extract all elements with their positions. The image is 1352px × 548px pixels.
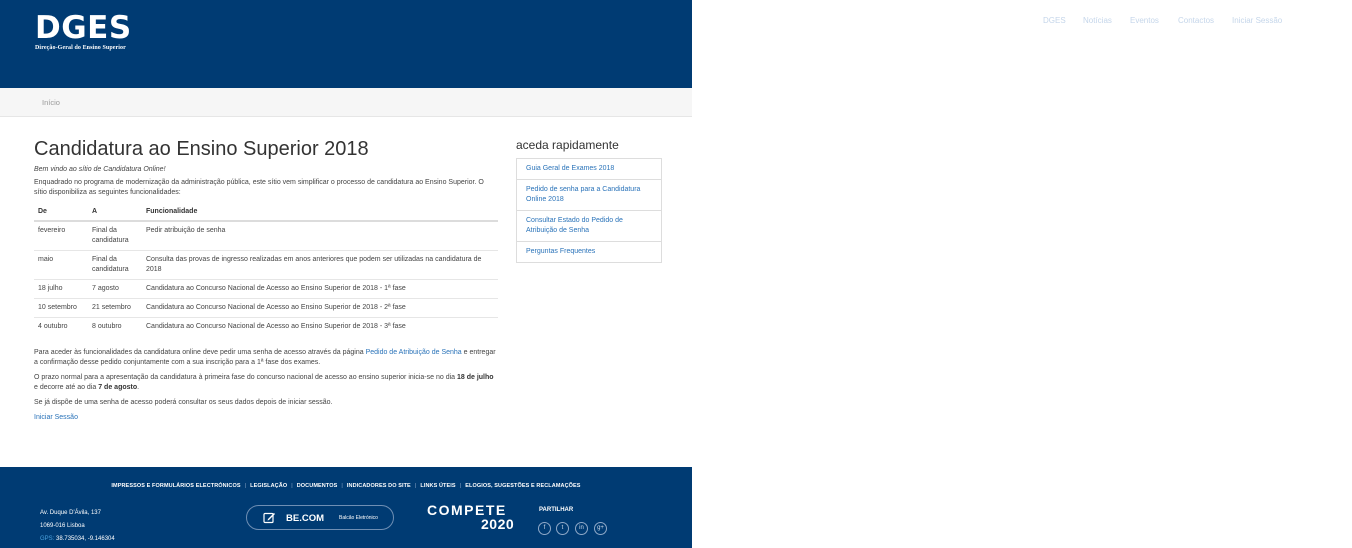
password-request-link[interactable]: Pedido de Atribuição de Senha bbox=[365, 349, 462, 356]
logo-title: DGES bbox=[35, 10, 132, 46]
nav-contactos[interactable]: Contactos bbox=[1178, 16, 1215, 25]
cell-de: fevereiro bbox=[38, 227, 66, 234]
footer-separator: | bbox=[414, 483, 417, 489]
intro-text: Enquadrado no programa de modernização da administração pública, este sítio vem simplificar o processo de candidatura ao Ensino Superior. O sítio disponibiliza as seguintes funcionalidades: bbox=[34, 179, 484, 196]
cell-funcionalidade: Consulta das provas de ingresso realizadas em anos anteriores que podem ser utilizadas na candidatura de 2018 bbox=[142, 251, 498, 280]
footer-link-forms[interactable]: IMPRESSOS E FORMULÁRIOS ELECTRÓNICOS bbox=[111, 483, 241, 489]
nav-eventos[interactable]: Eventos bbox=[1130, 16, 1159, 25]
deadline-end-date: 7 de agosto bbox=[98, 384, 138, 391]
gps-label: GPS: bbox=[40, 536, 55, 542]
footer-address bbox=[40, 507, 115, 546]
nav-welcome[interactable]: Bem vindo(a)! bbox=[1299, 16, 1352, 25]
twitter-icon[interactable]: t bbox=[556, 522, 569, 535]
becom-subtitle: Balcão Eletrónico bbox=[339, 515, 378, 521]
password-info-start: Para aceder às funcionalidades da candidatura online deve pedir uma senha de acesso através da página bbox=[34, 349, 366, 356]
deadline-start: O prazo normal para a apresentação da candidatura à primeira fase do concurso nacional de acesso ao ensino superior inicia-se no dia bbox=[34, 374, 457, 381]
table-header-row bbox=[34, 205, 498, 221]
address-street: Av. Duque D'Ávila, 137 bbox=[40, 510, 101, 516]
quick-link-exam-guide[interactable]: Guia Geral de Exames 2018 bbox=[526, 165, 615, 172]
quick-access-sidebar bbox=[516, 138, 662, 263]
compete-year: 2020 bbox=[481, 516, 515, 532]
cell-a: Final da candidatura bbox=[92, 227, 129, 244]
cell-funcionalidade: Pedir atribuição de senha bbox=[146, 227, 226, 234]
compete-text: COMPETE bbox=[427, 502, 507, 518]
deadline-mid: e decorre até ao dia bbox=[34, 384, 99, 391]
col-header-a: A bbox=[88, 205, 142, 221]
cell-a: Final da candidatura bbox=[88, 251, 142, 280]
logo-subtitle: Direção-Geral do Ensino Superior bbox=[35, 45, 126, 51]
compete-2020-logo[interactable] bbox=[427, 503, 527, 537]
cell-a: 7 agosto bbox=[88, 280, 142, 299]
google-plus-icon[interactable]: g+ bbox=[594, 522, 607, 535]
cell-de: maio bbox=[34, 251, 88, 280]
share-label: PARTILHAR bbox=[539, 507, 574, 513]
col-header-de: De bbox=[34, 205, 88, 221]
address-city: 1069-016 Lisboa bbox=[40, 523, 85, 529]
nav-iniciar-sessao[interactable]: Iniciar Sessão bbox=[1232, 16, 1283, 25]
footer-separator: | bbox=[341, 483, 343, 489]
page-title: Candidatura ao Ensino Superior 2018 bbox=[34, 138, 369, 160]
footer-link-documents[interactable]: DOCUMENTOS bbox=[296, 483, 338, 489]
cell-a: 8 outubro bbox=[88, 318, 142, 337]
dges-logo[interactable] bbox=[35, 10, 132, 51]
deadline-text bbox=[34, 373, 496, 393]
main-content bbox=[34, 136, 496, 421]
nav-noticias[interactable]: Notícias bbox=[1083, 16, 1112, 25]
cell-de: 18 julho bbox=[34, 280, 88, 299]
table-row bbox=[34, 251, 498, 280]
footer-separator: | bbox=[459, 483, 462, 489]
cell-funcionalidade: Candidatura ao Concurso Nacional de Acesso ao Ensino Superior de 2018 - 1ª fase bbox=[142, 280, 498, 299]
deadline-end: . bbox=[137, 384, 140, 391]
cell-a: 21 setembro bbox=[88, 299, 142, 318]
breadcrumb-home[interactable]: Início bbox=[42, 98, 60, 107]
table-row bbox=[34, 280, 498, 299]
edit-icon bbox=[263, 511, 276, 524]
nav-dges[interactable]: DGES bbox=[1043, 16, 1066, 25]
quick-links-list bbox=[516, 158, 662, 263]
footer-separator: | bbox=[244, 483, 247, 489]
footer-separator: | bbox=[291, 483, 293, 489]
site-footer bbox=[0, 467, 692, 548]
cell-funcionalidade: Candidatura ao Concurso Nacional de Acesso ao Ensino Superior de 2018 - 2ª fase bbox=[142, 299, 498, 318]
gps-value: 38.735034, -9.146304 bbox=[56, 536, 115, 542]
password-info-text bbox=[34, 348, 496, 368]
col-header-funcionalidade: Funcionalidade bbox=[142, 205, 498, 221]
footer-link-legislation[interactable]: LEGISLAÇÃO bbox=[250, 483, 288, 489]
quick-link-password-request[interactable]: Pedido de senha para a Candidatura Online 2018 bbox=[517, 179, 661, 210]
breadcrumb bbox=[0, 88, 692, 117]
login-link[interactable]: Iniciar Sessão bbox=[34, 414, 78, 421]
linkedin-icon[interactable]: in bbox=[575, 522, 588, 535]
table-row bbox=[34, 221, 498, 251]
password-info-end: e entregar a confirmação desse pedido conjuntamente com a sua inscrição para a 1ª fase dos exames. bbox=[34, 349, 496, 366]
footer-link-useful-links[interactable]: LINKS ÚTEIS bbox=[420, 483, 456, 489]
login-info-text: Se já dispõe de uma senha de acesso poderá consultar os seus dados depois de iniciar sessão. bbox=[34, 399, 333, 406]
address-gps bbox=[40, 533, 115, 546]
quick-link-request-status[interactable]: Consultar Estado do Pedido de Atribuição de Senha bbox=[517, 210, 661, 241]
site-header bbox=[0, 0, 1352, 88]
footer-link-feedback[interactable]: ELOGIOS, SUGESTÕES E RECLAMAÇÕES bbox=[465, 483, 581, 489]
welcome-text: Bem vindo ao sítio de Candidatura Online! bbox=[34, 166, 166, 173]
cell-de: 4 outubro bbox=[34, 318, 88, 337]
cell-funcionalidade: Candidatura ao Concurso Nacional de Acesso ao Ensino Superior de 2018 - 3ª fase bbox=[142, 318, 498, 337]
table-row bbox=[34, 299, 498, 318]
table-row bbox=[34, 318, 498, 337]
sidebar-title: aceda rapidamente bbox=[516, 138, 619, 152]
becom-button[interactable] bbox=[246, 505, 394, 530]
becom-name: BE.COM bbox=[286, 513, 324, 524]
cell-de: 10 setembro bbox=[34, 299, 88, 318]
facebook-icon[interactable]: f bbox=[538, 522, 551, 535]
quick-link-faq[interactable]: Perguntas Frequentes bbox=[517, 241, 661, 262]
footer-links bbox=[0, 483, 692, 489]
deadline-start-date: 18 de julho bbox=[456, 374, 494, 381]
footer-link-indicators[interactable]: INDICADORES DO SITE bbox=[346, 483, 411, 489]
functionality-table bbox=[34, 205, 498, 336]
